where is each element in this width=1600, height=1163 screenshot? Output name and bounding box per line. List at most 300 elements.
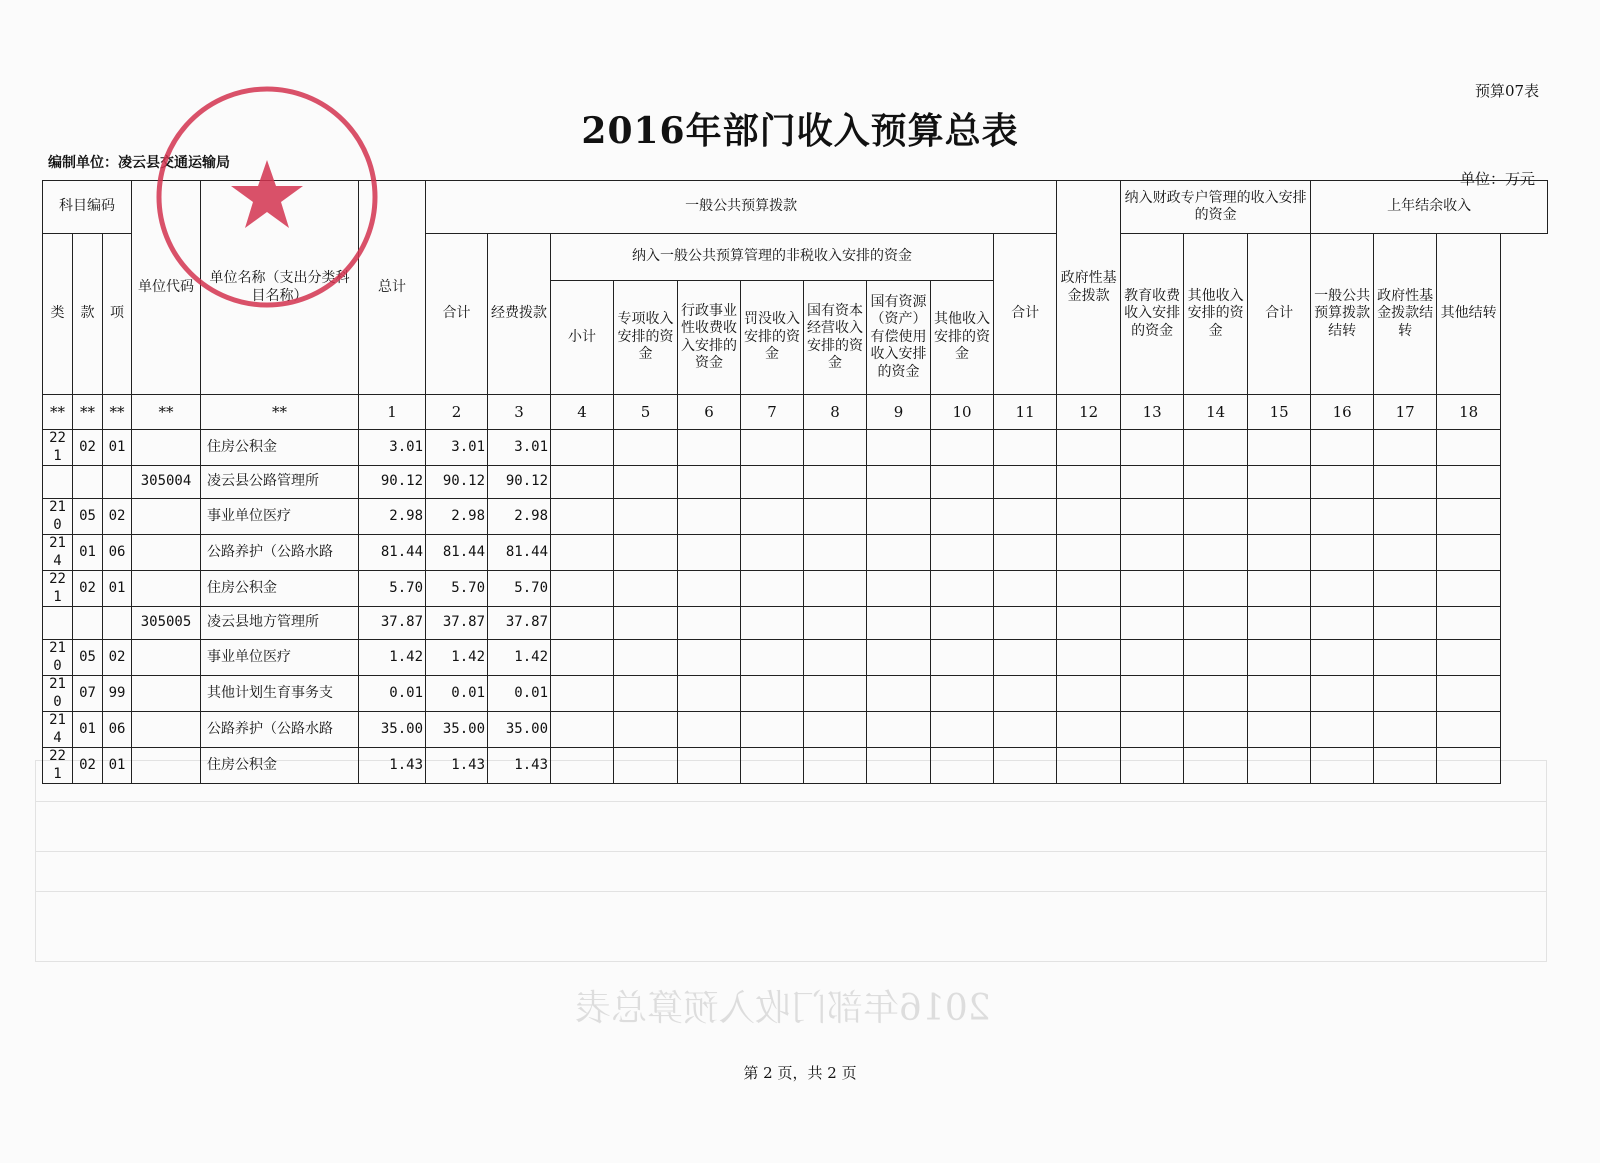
empty-cell — [1121, 430, 1184, 466]
empty-cell — [1184, 430, 1248, 466]
empty-cell — [867, 430, 931, 466]
empty-cell — [994, 607, 1057, 640]
empty-cell — [1374, 748, 1437, 784]
empty-cell — [741, 466, 804, 499]
empty-cell — [1121, 640, 1184, 676]
empty-cell — [1248, 748, 1311, 784]
empty-cell — [678, 535, 741, 571]
column-index-cell: 11 — [994, 395, 1057, 430]
column-index-cell: 3 — [488, 395, 551, 430]
table-row — [43, 430, 1548, 466]
unit-code-cell — [132, 499, 201, 535]
total-cell: 81.44 — [359, 535, 426, 571]
empty-cell — [1057, 607, 1121, 640]
empty-cell — [678, 466, 741, 499]
unit-name-cell: 公路养护（公路水路 — [201, 535, 359, 571]
empty-cell — [551, 499, 614, 535]
empty-cell — [1311, 466, 1374, 499]
empty-cell — [1248, 466, 1311, 499]
heji-cell: 1.42 — [426, 640, 488, 676]
column-index-cell: 7 — [741, 395, 804, 430]
unit-code-cell: 305005 — [132, 607, 201, 640]
header-zhuanxiang: 专项收入安排的资金 — [614, 281, 678, 395]
header-unit-code: 单位代码 — [132, 181, 201, 395]
unit-name-cell: 凌云县地方管理所 — [201, 607, 359, 640]
header-nontax: 纳入一般公共预算管理的非税收入安排的资金 — [551, 234, 994, 281]
unit-code-cell: 305004 — [132, 466, 201, 499]
total-cell: 1.42 — [359, 640, 426, 676]
empty-cell — [1437, 712, 1501, 748]
empty-cell — [1121, 676, 1184, 712]
empty-cell — [1374, 571, 1437, 607]
column-index-cell: ** — [103, 395, 132, 430]
jingfei-cell: 81.44 — [488, 535, 551, 571]
empty-cell — [614, 712, 678, 748]
bleed-through-table — [35, 760, 1547, 962]
total-cell: 5.70 — [359, 571, 426, 607]
header-xiaoji: 小计 — [551, 281, 614, 395]
header-fund-carryover: 政府性基金拨款结转 — [1374, 234, 1437, 395]
unit-code-cell — [132, 571, 201, 607]
header-famo: 罚没收入安排的资金 — [741, 281, 804, 395]
lei-cell: 214 — [43, 712, 73, 748]
empty-cell — [931, 466, 994, 499]
page-footer: 第 2 页，共 2 页 — [743, 1064, 857, 1082]
empty-cell — [931, 607, 994, 640]
empty-cell — [1311, 499, 1374, 535]
xiang-cell: 01 — [103, 430, 132, 466]
empty-cell — [1121, 466, 1184, 499]
unit-code-cell — [132, 640, 201, 676]
header-xingzheng: 行政事业性收费收入安排的资金 — [678, 281, 741, 395]
empty-cell — [1057, 676, 1121, 712]
total-cell: 0.01 — [359, 676, 426, 712]
kuan-cell: 01 — [73, 535, 103, 571]
empty-cell — [804, 607, 867, 640]
header-unit-name: 单位名称（支出分类科目名称） — [201, 181, 359, 395]
total-cell: 90.12 — [359, 466, 426, 499]
empty-cell — [1248, 676, 1311, 712]
empty-cell — [1311, 535, 1374, 571]
empty-cell — [1374, 607, 1437, 640]
empty-cell — [994, 640, 1057, 676]
organization-label: 编制单位：凌云县交通运输局 — [48, 155, 230, 171]
xiang-cell: 02 — [103, 640, 132, 676]
header-other-carryover: 其他结转 — [1437, 234, 1501, 395]
empty-cell — [1437, 571, 1501, 607]
heji-cell: 3.01 — [426, 430, 488, 466]
empty-cell — [1374, 499, 1437, 535]
table-row — [43, 571, 1548, 607]
lei-cell — [43, 466, 73, 499]
empty-cell — [931, 712, 994, 748]
heji-cell: 81.44 — [426, 535, 488, 571]
header-total: 总计 — [359, 181, 426, 395]
empty-cell — [551, 640, 614, 676]
empty-cell — [1121, 748, 1184, 784]
empty-cell — [1057, 712, 1121, 748]
column-index-cell: 10 — [931, 395, 994, 430]
empty-cell — [551, 430, 614, 466]
heji-cell: 5.70 — [426, 571, 488, 607]
empty-cell — [804, 676, 867, 712]
column-index-cell: 16 — [1311, 395, 1374, 430]
heji-cell: 35.00 — [426, 712, 488, 748]
empty-cell — [551, 535, 614, 571]
kuan-cell: 07 — [73, 676, 103, 712]
lei-cell: 210 — [43, 676, 73, 712]
empty-cell — [804, 466, 867, 499]
empty-cell — [931, 640, 994, 676]
header-other-2: 其他收入安排的资金 — [1184, 234, 1248, 395]
empty-cell — [931, 535, 994, 571]
empty-cell — [678, 499, 741, 535]
empty-cell — [1184, 607, 1248, 640]
empty-cell — [867, 607, 931, 640]
jingfei-cell: 5.70 — [488, 571, 551, 607]
heji-cell: 37.87 — [426, 607, 488, 640]
bleed-through-title: 2016年部门收入预算总表 — [575, 988, 991, 1029]
header-special-account: 纳入财政专户管理的收入安排的资金 — [1121, 181, 1311, 234]
xiang-cell: 06 — [103, 712, 132, 748]
empty-cell — [1057, 466, 1121, 499]
table-row — [43, 607, 1548, 640]
table-row — [43, 748, 1548, 784]
empty-cell — [867, 571, 931, 607]
column-index-cell: 18 — [1437, 395, 1501, 430]
unit-name-cell: 住房公积金 — [201, 430, 359, 466]
unit-name-cell: 其他计划生育事务支 — [201, 676, 359, 712]
total-cell: 3.01 — [359, 430, 426, 466]
header-heji-2: 合计 — [994, 234, 1057, 395]
empty-cell — [1184, 676, 1248, 712]
lei-cell — [43, 607, 73, 640]
empty-cell — [1184, 499, 1248, 535]
column-index-cell: 12 — [1057, 395, 1121, 430]
table-row — [43, 640, 1548, 676]
header-other-income: 其他收入安排的资金 — [931, 281, 994, 395]
table-row — [43, 712, 1548, 748]
empty-cell — [804, 748, 867, 784]
empty-cell — [614, 499, 678, 535]
empty-cell — [1311, 571, 1374, 607]
kuan-cell — [73, 466, 103, 499]
empty-cell — [804, 571, 867, 607]
column-index-row — [43, 395, 1548, 430]
page-title: 2016年部门收入预算总表 — [581, 110, 1019, 152]
heji-cell: 90.12 — [426, 466, 488, 499]
empty-cell — [741, 676, 804, 712]
heji-cell: 2.98 — [426, 499, 488, 535]
header-state-capital: 国有资本经营收入安排的资金 — [804, 281, 867, 395]
kuan-cell: 02 — [73, 571, 103, 607]
lei-cell: 214 — [43, 535, 73, 571]
unit-name-cell: 事业单位医疗 — [201, 499, 359, 535]
empty-cell — [1437, 535, 1501, 571]
empty-cell — [614, 748, 678, 784]
column-index-cell: 13 — [1121, 395, 1184, 430]
header-general-budget: 一般公共预算拨款 — [426, 181, 1057, 234]
empty-cell — [614, 466, 678, 499]
empty-cell — [741, 748, 804, 784]
unit-name-cell: 凌云县公路管理所 — [201, 466, 359, 499]
empty-cell — [867, 640, 931, 676]
empty-cell — [551, 571, 614, 607]
empty-cell — [1437, 676, 1501, 712]
empty-cell — [614, 607, 678, 640]
empty-cell — [1374, 466, 1437, 499]
total-cell: 1.43 — [359, 748, 426, 784]
column-index-cell: ** — [43, 395, 73, 430]
xiang-cell: 01 — [103, 748, 132, 784]
empty-cell — [1374, 640, 1437, 676]
xiang-cell — [103, 466, 132, 499]
empty-cell — [931, 430, 994, 466]
empty-cell — [741, 712, 804, 748]
jingfei-cell: 90.12 — [488, 466, 551, 499]
empty-cell — [551, 712, 614, 748]
empty-cell — [1248, 640, 1311, 676]
jingfei-cell: 35.00 — [488, 712, 551, 748]
column-index-cell: 15 — [1248, 395, 1311, 430]
column-index-cell: 4 — [551, 395, 614, 430]
column-index-cell: 17 — [1374, 395, 1437, 430]
unit-code-cell — [132, 712, 201, 748]
empty-cell — [741, 535, 804, 571]
header-lei: 类 — [43, 234, 73, 395]
empty-cell — [1184, 748, 1248, 784]
xiang-cell: 99 — [103, 676, 132, 712]
empty-cell — [1248, 712, 1311, 748]
empty-cell — [1248, 571, 1311, 607]
empty-cell — [994, 712, 1057, 748]
column-index-cell: 1 — [359, 395, 426, 430]
empty-cell — [1121, 712, 1184, 748]
official-seal-stamp — [152, 82, 382, 312]
empty-cell — [1057, 535, 1121, 571]
empty-cell — [1121, 571, 1184, 607]
empty-cell — [1121, 499, 1184, 535]
kuan-cell: 02 — [73, 430, 103, 466]
kuan-cell: 05 — [73, 499, 103, 535]
empty-cell — [1184, 571, 1248, 607]
empty-cell — [1311, 748, 1374, 784]
form-code: 预算07表 — [1475, 82, 1540, 100]
heji-cell: 1.43 — [426, 748, 488, 784]
jingfei-cell: 1.42 — [488, 640, 551, 676]
xiang-cell: 02 — [103, 499, 132, 535]
header-kuan: 款 — [73, 234, 103, 395]
kuan-cell: 01 — [73, 712, 103, 748]
empty-cell — [804, 499, 867, 535]
unit-name-cell: 公路养护（公路水路 — [201, 712, 359, 748]
empty-cell — [1057, 499, 1121, 535]
empty-cell — [614, 571, 678, 607]
empty-cell — [1374, 676, 1437, 712]
empty-cell — [1311, 640, 1374, 676]
lei-cell: 221 — [43, 430, 73, 466]
empty-cell — [1121, 607, 1184, 640]
empty-cell — [867, 499, 931, 535]
header-gov-fund: 政府性基金拨款 — [1057, 181, 1121, 395]
jingfei-cell: 2.98 — [488, 499, 551, 535]
empty-cell — [1057, 571, 1121, 607]
kuan-cell: 05 — [73, 640, 103, 676]
empty-cell — [1437, 499, 1501, 535]
empty-cell — [931, 748, 994, 784]
empty-cell — [1374, 535, 1437, 571]
empty-cell — [1311, 676, 1374, 712]
empty-cell — [1057, 640, 1121, 676]
kuan-cell: 02 — [73, 748, 103, 784]
total-cell: 37.87 — [359, 607, 426, 640]
empty-cell — [678, 640, 741, 676]
empty-cell — [1374, 430, 1437, 466]
jingfei-cell: 1.43 — [488, 748, 551, 784]
xiang-cell — [103, 607, 132, 640]
column-index-cell: 9 — [867, 395, 931, 430]
empty-cell — [678, 712, 741, 748]
empty-cell — [994, 571, 1057, 607]
unit-code-cell — [132, 676, 201, 712]
empty-cell — [867, 748, 931, 784]
lei-cell: 210 — [43, 499, 73, 535]
total-cell: 2.98 — [359, 499, 426, 535]
unit-code-cell — [132, 430, 201, 466]
empty-cell — [867, 466, 931, 499]
empty-cell — [614, 676, 678, 712]
empty-cell — [551, 466, 614, 499]
empty-cell — [867, 712, 931, 748]
empty-cell — [1248, 499, 1311, 535]
header-general-carryover: 一般公共预算拨款结转 — [1311, 234, 1374, 395]
xiang-cell: 01 — [103, 571, 132, 607]
table-row — [43, 676, 1548, 712]
empty-cell — [804, 430, 867, 466]
header-subject-code: 科目编码 — [43, 181, 132, 234]
empty-cell — [1184, 535, 1248, 571]
empty-cell — [804, 535, 867, 571]
empty-cell — [994, 430, 1057, 466]
lei-cell: 210 — [43, 640, 73, 676]
empty-cell — [678, 748, 741, 784]
column-index-cell: 8 — [804, 395, 867, 430]
empty-cell — [1121, 535, 1184, 571]
empty-cell — [551, 607, 614, 640]
unit-label: 单位：万元 — [1460, 170, 1536, 188]
column-index-cell: 6 — [678, 395, 741, 430]
empty-cell — [1374, 712, 1437, 748]
empty-cell — [931, 571, 994, 607]
column-index-cell: 5 — [614, 395, 678, 430]
table-row — [43, 535, 1548, 571]
kuan-cell — [73, 607, 103, 640]
lei-cell: 221 — [43, 748, 73, 784]
empty-cell — [1311, 430, 1374, 466]
empty-cell — [1437, 640, 1501, 676]
empty-cell — [741, 499, 804, 535]
unit-name-cell: 事业单位医疗 — [201, 640, 359, 676]
empty-cell — [1437, 466, 1501, 499]
empty-cell — [994, 535, 1057, 571]
empty-cell — [1248, 430, 1311, 466]
header-heji: 合计 — [426, 234, 488, 395]
table-row — [43, 466, 1548, 499]
jingfei-cell: 3.01 — [488, 430, 551, 466]
header-prior-year: 上年结余收入 — [1311, 181, 1548, 234]
empty-cell — [994, 676, 1057, 712]
header-state-resources: 国有资源（资产）有偿使用收入安排的资金 — [867, 281, 931, 395]
empty-cell — [741, 640, 804, 676]
xiang-cell: 06 — [103, 535, 132, 571]
empty-cell — [1184, 712, 1248, 748]
empty-cell — [741, 430, 804, 466]
empty-cell — [804, 640, 867, 676]
jingfei-cell: 0.01 — [488, 676, 551, 712]
empty-cell — [1057, 748, 1121, 784]
empty-cell — [1437, 430, 1501, 466]
heji-cell: 0.01 — [426, 676, 488, 712]
column-index-cell: ** — [201, 395, 359, 430]
empty-cell — [1437, 748, 1501, 784]
empty-cell — [1184, 640, 1248, 676]
header-heji-3: 合计 — [1248, 234, 1311, 395]
empty-cell — [614, 640, 678, 676]
jingfei-cell: 37.87 — [488, 607, 551, 640]
header-jingfei: 经费拨款 — [488, 234, 551, 395]
table-row — [43, 499, 1548, 535]
total-cell: 35.00 — [359, 712, 426, 748]
empty-cell — [867, 535, 931, 571]
column-index-cell: ** — [73, 395, 103, 430]
empty-cell — [614, 535, 678, 571]
empty-cell — [678, 430, 741, 466]
empty-cell — [614, 430, 678, 466]
empty-cell — [1184, 466, 1248, 499]
empty-cell — [867, 676, 931, 712]
empty-cell — [994, 466, 1057, 499]
empty-cell — [804, 712, 867, 748]
header-education: 教育收费收入安排的资金 — [1121, 234, 1184, 395]
empty-cell — [1437, 607, 1501, 640]
header-xiang: 项 — [103, 234, 132, 395]
empty-cell — [551, 676, 614, 712]
empty-cell — [678, 571, 741, 607]
empty-cell — [1248, 535, 1311, 571]
column-index-cell: ** — [132, 395, 201, 430]
empty-cell — [994, 499, 1057, 535]
empty-cell — [931, 499, 994, 535]
unit-name-cell: 住房公积金 — [201, 748, 359, 784]
empty-cell — [931, 676, 994, 712]
empty-cell — [1311, 712, 1374, 748]
empty-cell — [1057, 430, 1121, 466]
empty-cell — [678, 676, 741, 712]
empty-cell — [551, 748, 614, 784]
empty-cell — [678, 607, 741, 640]
empty-cell — [1311, 607, 1374, 640]
empty-cell — [994, 748, 1057, 784]
empty-cell — [741, 607, 804, 640]
column-index-cell: 14 — [1184, 395, 1248, 430]
unit-code-cell — [132, 748, 201, 784]
column-index-cell: 2 — [426, 395, 488, 430]
empty-cell — [1248, 607, 1311, 640]
lei-cell: 221 — [43, 571, 73, 607]
empty-cell — [741, 571, 804, 607]
unit-name-cell: 住房公积金 — [201, 571, 359, 607]
unit-code-cell — [132, 535, 201, 571]
